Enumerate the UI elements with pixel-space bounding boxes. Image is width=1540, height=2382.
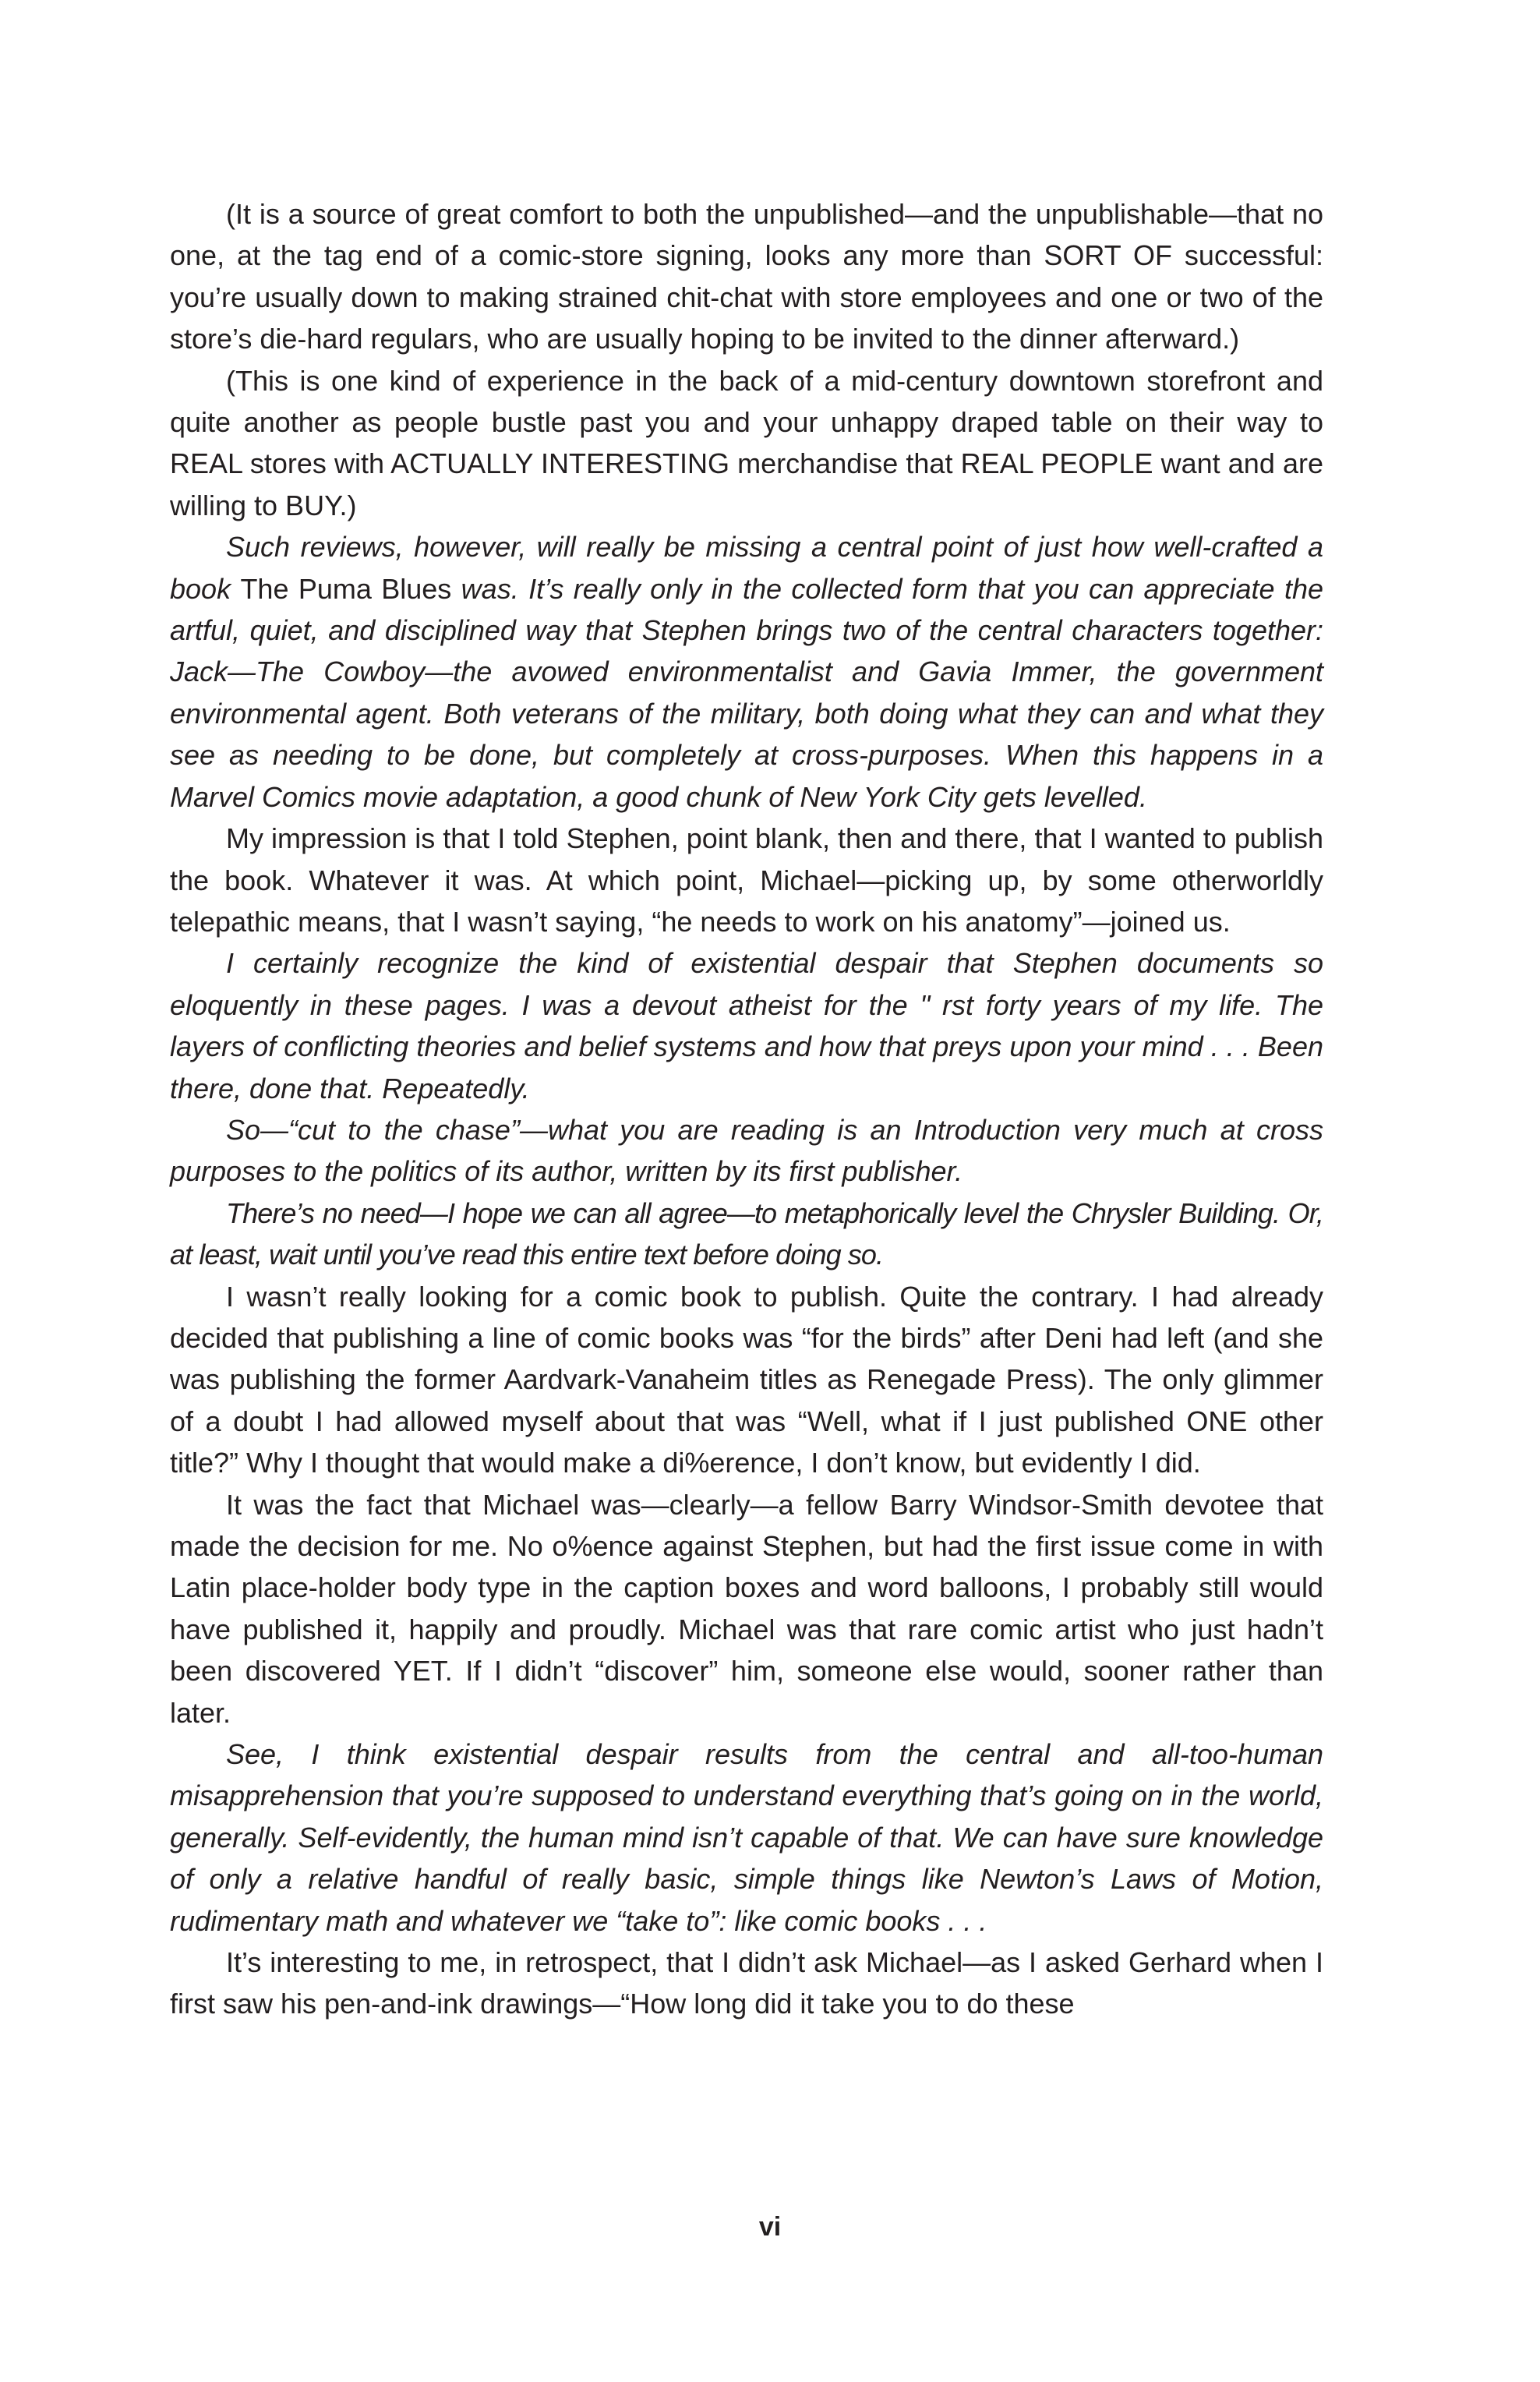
paragraph-2-text: (This is one kind of experience in the back of a mid-century downtown storefront and quite another as people bustle past you and your unhappy draped table on their way to REAL stores with ACTUALLY INTERESTING merchandise that REAL PEOPLE want and are willing to BUY.) bbox=[170, 364, 1323, 521]
paragraph-2 bbox=[170, 360, 1323, 527]
paragraph-6 bbox=[170, 1109, 1323, 1193]
paragraph-9 bbox=[170, 1484, 1323, 1733]
book-title: The Puma Blues bbox=[240, 572, 452, 605]
paragraph-1 bbox=[170, 193, 1323, 360]
paragraph-5-text: I certainly recognize the kind of existential despair that Stephen documents so eloquently in these pages. I was a devout atheist for the " rst forty years of my life. The layers of conflicting theories and belief systems and how that preys upon your mind . . . Been there, done that. Repeatedly. bbox=[170, 947, 1323, 1104]
page-body bbox=[170, 193, 1323, 2025]
paragraph-10-text: See, I think existential despair results from the central and all-too-human misapprehension that you’re supposed to understand everything that’s going on in the world, generally. Self-evidently, the human mind isn’t capable of that. We can have sure knowledge of only a relative handful of really basic, simple things like Newton’s Laws of Motion, rudimentary math and whatever we “take to”: like comic books . . . bbox=[170, 1738, 1323, 1937]
paragraph-5 bbox=[170, 942, 1323, 1109]
paragraph-1-text: (It is a source of great comfort to both the unpublished—and the unpublishable—that no one, at the tag end of a comic-store signing, looks any more than SORT OF successful: you’re usually down to making strained chit-chat with store employees and one or two of the store’s die-hard regulars, who are usually hoping to be invited to the dinner afterward.) bbox=[170, 198, 1323, 355]
paragraph-3-text-b: was. It’s really only in the collected form that you can appreciate the artful, quiet, and disciplined way that Stephen brings two of the central characters together: Jack—The Cowboy—the avowed environmentalist and Gavia Immer, the government environmental agent. Both veterans of the military, both doing what they can and what they see as needing to be done, but completely at cross-purposes. When this happens in a Marvel Comics movie adaptation, a good chunk of New York City gets levelled. bbox=[170, 572, 1323, 813]
paragraph-6-text: So—“cut to the chase”—what you are reading is an Introduction very much at cross purposes to the politics of its author, written by its first publisher. bbox=[170, 1113, 1323, 1188]
paragraph-8-text: I wasn’t really looking for a comic book to publish. Quite the contrary. I had already decided that publishing a line of comic books was “for the birds” after Deni had left (and she was publishing the former Aardvark-Vanaheim titles as Renegade Press). The only glimmer of a doubt I had allowed myself about that was “Well, what if I just published ONE other title?” Why I thought that would make a di%erence, I don’t know, but evidently I did. bbox=[170, 1280, 1323, 1479]
page-number: vi bbox=[758, 2212, 782, 2242]
paragraph-7 bbox=[170, 1193, 1323, 1276]
paragraph-11 bbox=[170, 1942, 1323, 2025]
paragraph-10 bbox=[170, 1733, 1323, 1942]
paragraph-11-text: It’s interesting to me, in retrospect, that I didn’t ask Michael—as I asked Gerhard when I first saw his pen-and-ink drawings—“How long did it take you to do these bbox=[170, 1946, 1323, 2020]
paragraph-4 bbox=[170, 818, 1323, 942]
paragraph-4-text: My impression is that I told Stephen, point blank, then and there, that I wanted to publish the book. Whatever it was. At which point, Michael—picking up, by some otherworldly telepathic means, that I wasn’t saying, “he needs to work on his anatomy”—joined us. bbox=[170, 822, 1323, 938]
paragraph-8 bbox=[170, 1276, 1323, 1484]
paragraph-9-text: It was the fact that Michael was—clearly—a fellow Barry Windsor-Smith devotee that made the decision for me. No o%ence against Stephen, but had the first issue come in with Latin place-holder body type in the caption boxes and word balloons, I probably still would have published it, happily and proudly. Michael was that rare comic artist who just hadn’t been discovered YET. If I didn’t “discover” him, someone else would, sooner rather than later. bbox=[170, 1488, 1323, 1729]
paragraph-3-text-a: Such reviews, however, will really be missing a central point of just how well-crafted a book bbox=[170, 531, 1323, 605]
paragraph-7-text: There’s no need—I hope we can all agree—to metaphorically level the Chrysler Building. Or, at least, wait until you’ve read this entire text before doing so. bbox=[170, 1196, 1323, 1271]
paragraph-3 bbox=[170, 526, 1323, 818]
